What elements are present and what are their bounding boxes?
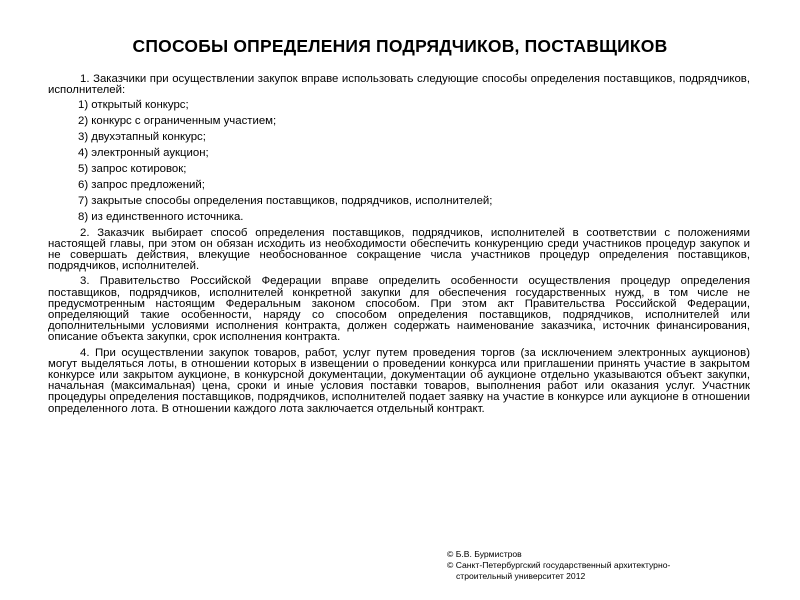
list-item: 3) двухэтапный конкурс; [78,131,206,144]
list-item: 4) электронный аукцион; [78,147,209,160]
list-item: 2) конкурс с ограниченным участием; [78,115,277,128]
document-body [48,74,750,419]
list-item: 5) запрос котировок; [78,162,187,175]
list-item: 1) открытый конкурс; [78,99,189,112]
paragraph-1: 1. Заказчики при осуществлении закупок вправе использовать следующие способы определения поставщиков, подрядчиков, исполнителей: [48,73,750,97]
paragraph-2: 2. Заказчик выбирает способ определения поставщиков, подрядчиков, исполнителей в соответствии с положениями настоящей главы, при этом он обязан исходить из необходимости обеспечить конкуренцию среди участников процедур закупок и не совершать действия, влекущие необоснованное сокращение числа участников процедур определения поставщиков, подрядчиков, исполнителей. [48,226,750,273]
credit-institution-continued: строительный университет 2012 [456,571,586,581]
credit-author: © Б.В. Бурмистров [447,549,522,559]
copyright-credits [447,549,670,582]
page-title: СПОСОБЫ ОПРЕДЕЛЕНИЯ ПОДРЯДЧИКОВ, ПОСТАВЩИКОВ [132,36,668,56]
paragraph-4: 4. При осуществлении закупок товаров, работ, услуг путем проведения торгов (за исключением электронных аукционов) могут выделяться лоты, в отношении которых в извещении о проведении конкурса или приглашении принять участие в закрытом конкурсе или закрытом аукционе, в конкурсной документации, документации об аукционе отдельно указываются объект закупки, начальная (максимальная) цена, сроки и иные условия поставки товаров, выполнения работ или оказания услуг. Участник процедуры определения поставщиков, подрядчиков, исполнителей подает заявку на участие в конкурсе или аукционе в отношении определенного лота. В отношении каждого лота заключается отдельный контракт. [48,346,750,415]
list-item: 8) из единственного источника. [78,210,244,223]
credit-institution: © Санкт-Петербургский государственный архитектурно- [447,560,671,570]
paragraph-3: 3. Правительство Российской Федерации вправе определить особенности осуществления процедур определения поставщиков, подрядчиков, исполнителей конкретной закупки для обеспечения государственных нужд, в том числе не предусмотренным настоящим Федеральным законом способом. При этом акт Правительства Российской Федерации, определяющий такие особенности, наряду со способом определения поставщиков, подрядчиков, исполнителей или дополнительными условиями исполнения контракта, должен содержать наименование заказчика, источник финансирования, описание объекта закупки, срок исполнения контракта. [48,275,750,344]
list-item: 6) запрос предложений; [78,178,205,191]
list-item: 7) закрытые способы определения поставщиков, подрядчиков, исполнителей; [78,194,493,207]
